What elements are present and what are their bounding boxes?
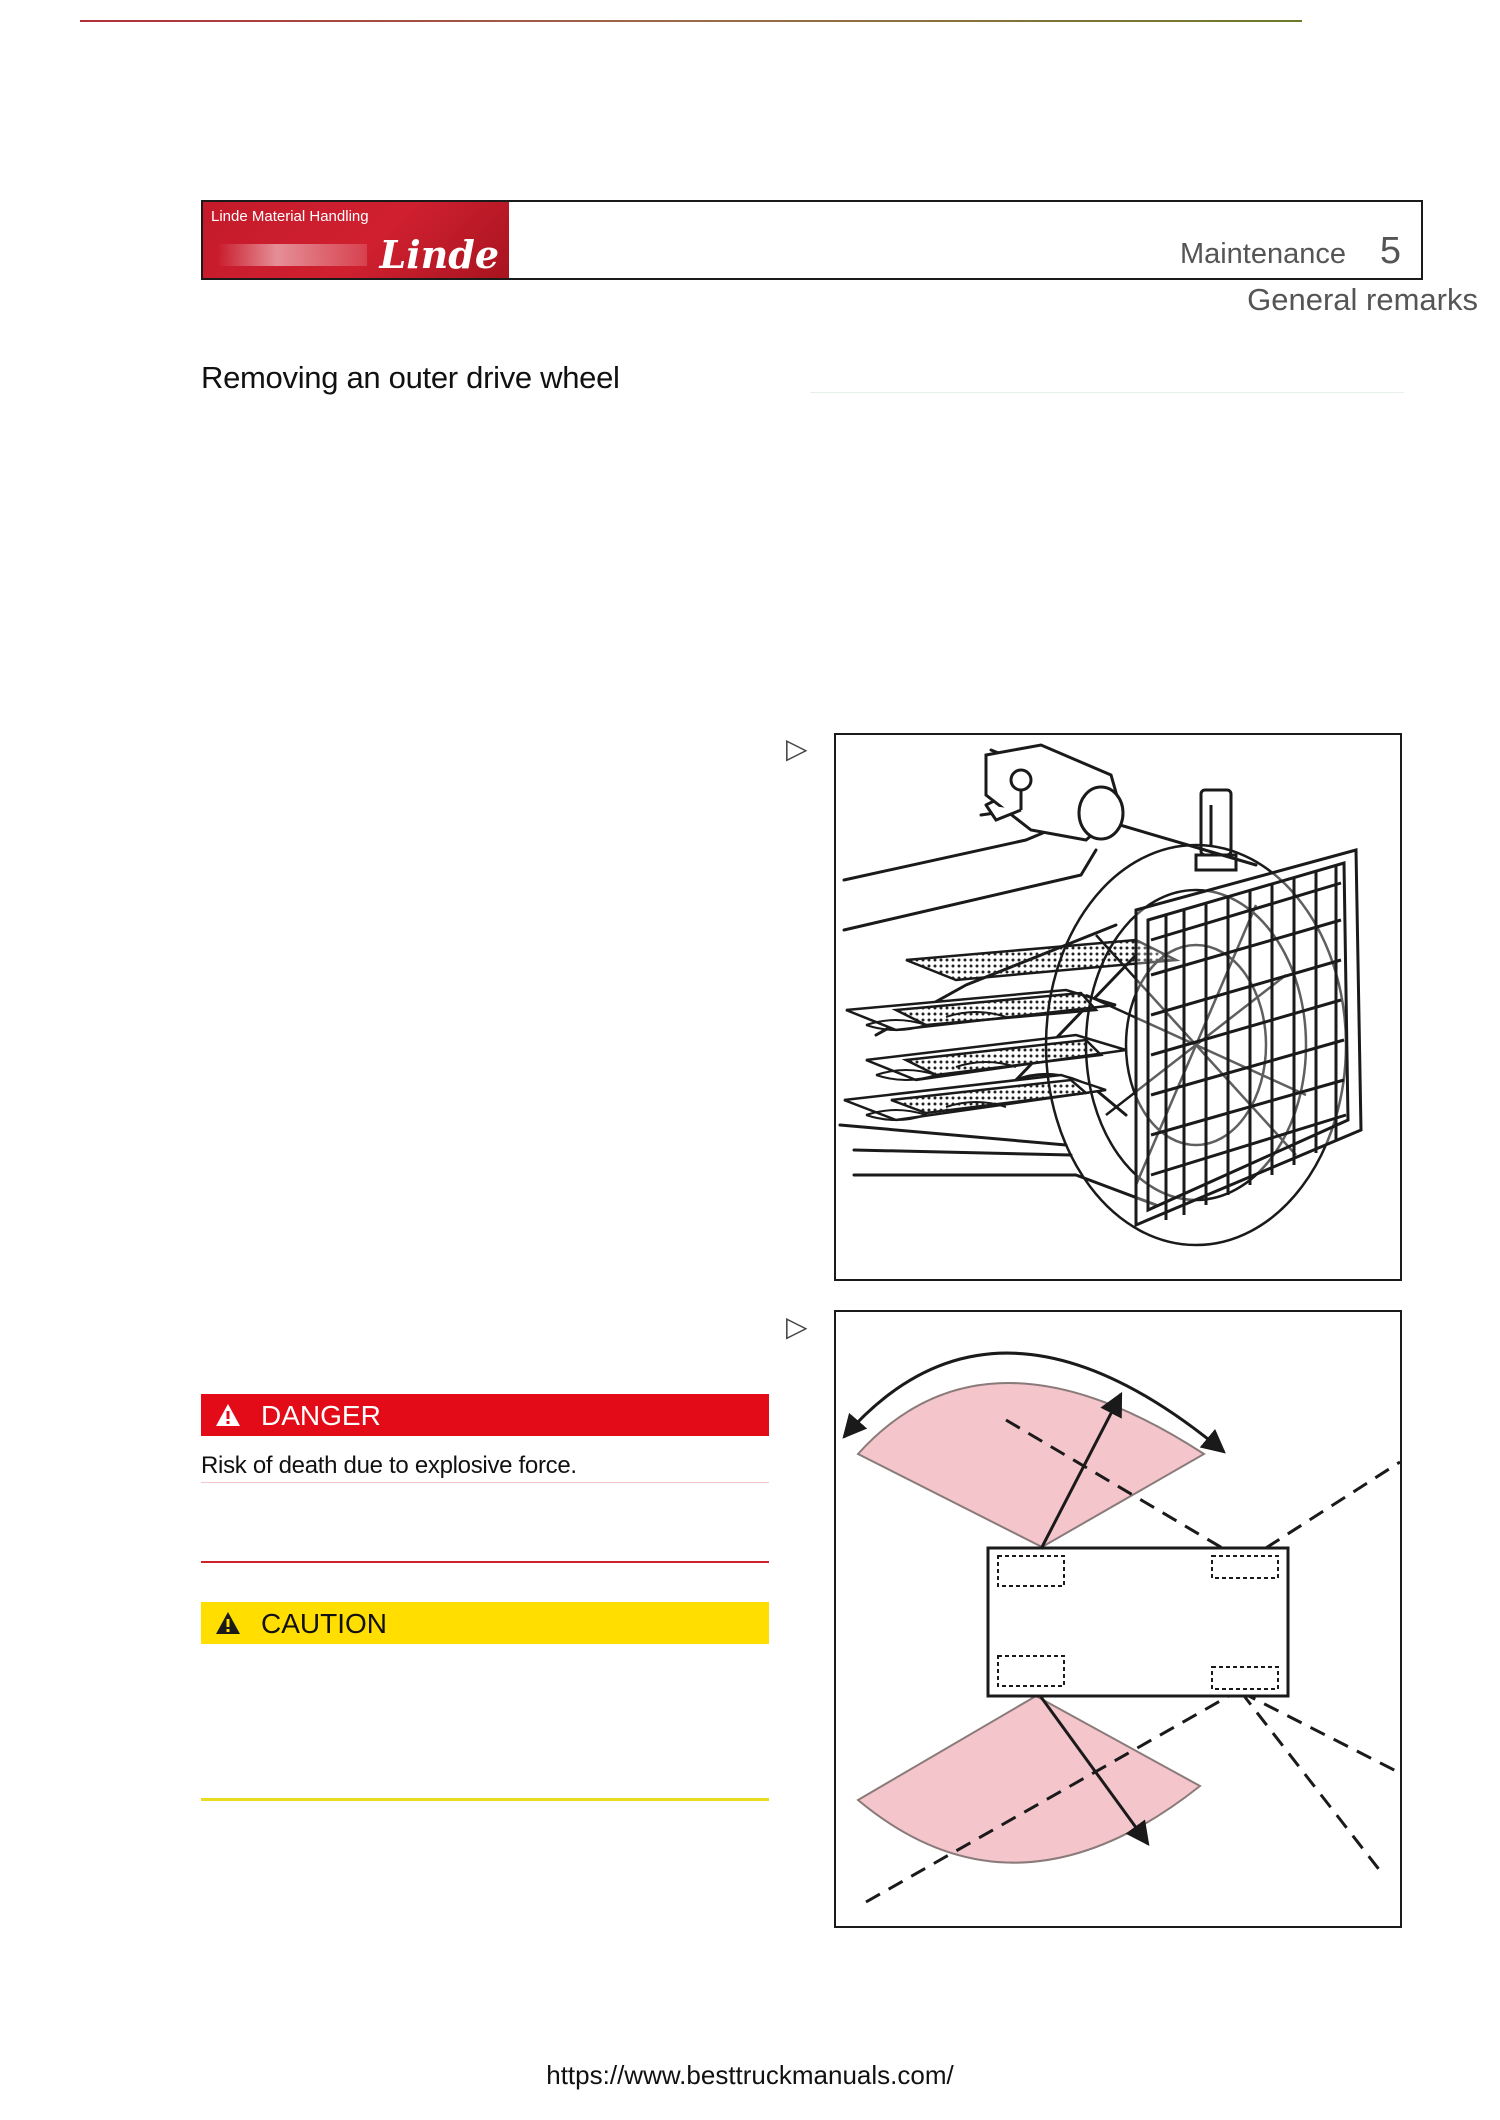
danger-zone-drawing (836, 1312, 1400, 1926)
caution-end-rule (201, 1798, 769, 1801)
logo-gradient-band (217, 244, 367, 266)
linde-logo (203, 202, 509, 278)
figure-marker-icon: ▷ (786, 733, 808, 764)
top-decorative-rule (80, 20, 1302, 22)
page-title: Removing an outer drive wheel (201, 360, 620, 395)
page-header (201, 200, 1423, 280)
sub-section-title: General remarks (1247, 282, 1478, 317)
title-rule (810, 392, 1404, 393)
danger-text-rule (201, 1482, 769, 1483)
danger-banner (201, 1394, 769, 1436)
caution-label: CAUTION (261, 1608, 387, 1639)
chapter-number: 5 (1379, 230, 1401, 272)
warning-triangle-icon (215, 1611, 241, 1635)
danger-end-rule (201, 1561, 769, 1563)
danger-message: Risk of death due to explosive force. (201, 1452, 577, 1479)
section-name: Maintenance (1179, 238, 1346, 270)
danger-zone-diagram (834, 1310, 1402, 1928)
logo-company-name: Linde Material Handling (211, 208, 369, 225)
danger-label: DANGER (261, 1400, 381, 1431)
footer-url-link[interactable]: https://www.besttruckmanuals.com/ (546, 2060, 954, 2090)
logo-brand-wordmark: Linde (379, 232, 499, 277)
figure-marker-icon: ▷ (786, 1311, 808, 1342)
caution-banner (201, 1602, 769, 1644)
wheel-cage-drawing (836, 735, 1400, 1279)
warning-triangle-icon (215, 1403, 241, 1427)
wheel-cage-illustration (834, 733, 1402, 1281)
